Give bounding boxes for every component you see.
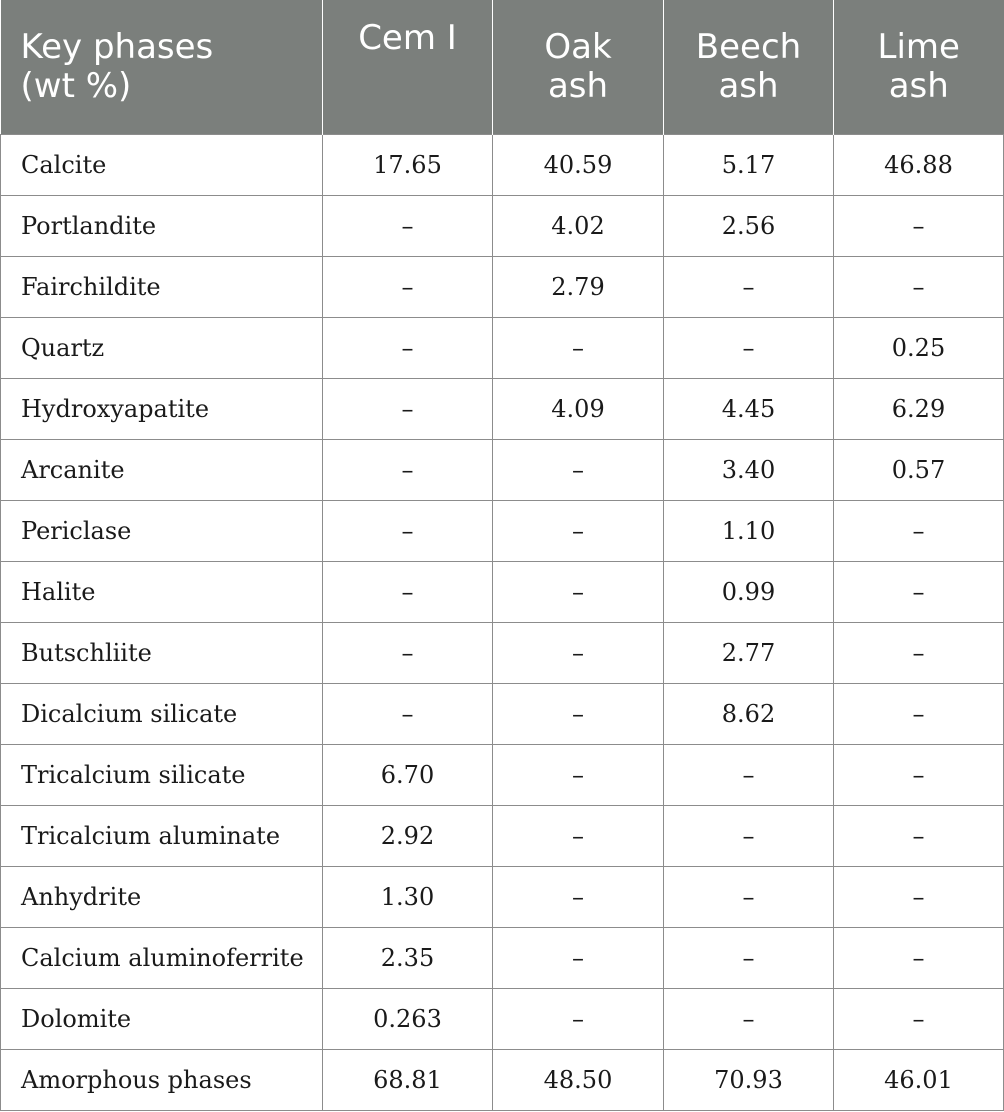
cell-cem-i: 68.81 (323, 1050, 493, 1111)
cell-lime-ash: 46.01 (834, 1050, 1004, 1111)
header-key-phases (1, 0, 323, 135)
header-cem-i (323, 0, 493, 135)
row-label: Fairchildite (1, 257, 323, 318)
header-key-phases-line-1: Key phases (20, 27, 214, 67)
header-lime-ash-line-2: ash (888, 66, 949, 106)
cell-cem-i: – (323, 562, 493, 623)
cell-oak-ash: – (493, 745, 664, 806)
cell-lime-ash: 0.25 (834, 318, 1004, 379)
cell-cem-i: 6.70 (323, 745, 493, 806)
cell-beech-ash: 4.45 (664, 379, 834, 440)
table-row (1, 318, 1004, 379)
cell-beech-ash: – (664, 257, 834, 318)
cell-cem-i: – (323, 379, 493, 440)
header-beech-ash-line-2: ash (718, 66, 779, 106)
header-lime-ash-line-1: Lime (877, 27, 960, 67)
row-label: Tricalcium aluminate (1, 806, 323, 867)
header-beech-ash-line-1: Beech (695, 27, 802, 67)
cell-beech-ash: 3.40 (664, 440, 834, 501)
table-row (1, 745, 1004, 806)
cell-cem-i: – (323, 257, 493, 318)
cell-lime-ash: – (834, 867, 1004, 928)
cell-oak-ash: – (493, 318, 664, 379)
row-label: Anhydrite (1, 867, 323, 928)
header-oak-ash-line-2: ash (547, 66, 609, 106)
cell-beech-ash: – (664, 318, 834, 379)
cell-lime-ash: – (834, 623, 1004, 684)
cell-beech-ash: 2.56 (664, 196, 834, 257)
cell-lime-ash: – (834, 989, 1004, 1050)
row-label: Portlandite (1, 196, 323, 257)
cell-lime-ash: – (834, 257, 1004, 318)
header-row (1, 0, 1004, 135)
cell-cem-i: – (323, 318, 493, 379)
cell-oak-ash: 2.79 (493, 257, 664, 318)
row-label: Dicalcium silicate (1, 684, 323, 745)
row-label: Quartz (1, 318, 323, 379)
cell-beech-ash: – (664, 989, 834, 1050)
cell-oak-ash: 4.02 (493, 196, 664, 257)
cell-cem-i: – (323, 196, 493, 257)
table-row (1, 867, 1004, 928)
cell-cem-i: 2.35 (323, 928, 493, 989)
row-label: Calcium aluminoferrite (1, 928, 323, 989)
row-label: Butschliite (1, 623, 323, 684)
row-label: Periclase (1, 501, 323, 562)
cell-beech-ash: 8.62 (664, 684, 834, 745)
cell-beech-ash: – (664, 806, 834, 867)
header-lime-ash (834, 0, 1004, 135)
cell-cem-i: 0.263 (323, 989, 493, 1050)
cell-lime-ash: – (834, 501, 1004, 562)
cell-cem-i: 2.92 (323, 806, 493, 867)
table-row (1, 684, 1004, 745)
cell-beech-ash: 5.17 (664, 135, 834, 196)
cell-lime-ash: – (834, 745, 1004, 806)
table-row (1, 623, 1004, 684)
cell-oak-ash: – (493, 562, 664, 623)
cell-beech-ash: – (664, 928, 834, 989)
row-label: Tricalcium silicate (1, 745, 323, 806)
cell-oak-ash: – (493, 501, 664, 562)
table-row (1, 440, 1004, 501)
cell-lime-ash: 6.29 (834, 379, 1004, 440)
table-row (1, 135, 1004, 196)
table-row (1, 806, 1004, 867)
row-label: Dolomite (1, 989, 323, 1050)
cell-cem-i: – (323, 501, 493, 562)
cell-oak-ash: – (493, 623, 664, 684)
row-label: Arcanite (1, 440, 323, 501)
row-label: Hydroxyapatite (1, 379, 323, 440)
table-row (1, 928, 1004, 989)
cell-oak-ash: – (493, 440, 664, 501)
table-row (1, 196, 1004, 257)
cell-beech-ash: 70.93 (664, 1050, 834, 1111)
table-row (1, 989, 1004, 1050)
cell-oak-ash: – (493, 989, 664, 1050)
cell-lime-ash: 46.88 (834, 135, 1004, 196)
header-oak-ash-line-1: Oak (544, 27, 612, 67)
cell-beech-ash: 2.77 (664, 623, 834, 684)
table-row (1, 379, 1004, 440)
header-beech-ash (664, 0, 834, 135)
header-cem-i-line-1: Cem I (358, 18, 457, 58)
cell-oak-ash: – (493, 867, 664, 928)
cell-cem-i: – (323, 684, 493, 745)
table-row (1, 562, 1004, 623)
row-label: Calcite (1, 135, 323, 196)
cell-lime-ash: – (834, 928, 1004, 989)
cell-lime-ash: – (834, 806, 1004, 867)
row-label: Amorphous phases (1, 1050, 323, 1111)
cell-lime-ash: 0.57 (834, 440, 1004, 501)
cell-lime-ash: – (834, 562, 1004, 623)
cell-oak-ash: 4.09 (493, 379, 664, 440)
header-key-phases-line-2: (wt %) (20, 66, 132, 106)
header-oak-ash (493, 0, 664, 135)
cell-oak-ash: – (493, 684, 664, 745)
cell-beech-ash: 1.10 (664, 501, 834, 562)
table-row (1, 501, 1004, 562)
cell-cem-i: – (323, 623, 493, 684)
table-row (1, 257, 1004, 318)
cell-beech-ash: – (664, 745, 834, 806)
cell-cem-i: 17.65 (323, 135, 493, 196)
cell-beech-ash: – (664, 867, 834, 928)
cell-cem-i: 1.30 (323, 867, 493, 928)
cell-oak-ash: 48.50 (493, 1050, 664, 1111)
cell-oak-ash: – (493, 928, 664, 989)
cell-lime-ash: – (834, 196, 1004, 257)
cell-cem-i: – (323, 440, 493, 501)
table-row (1, 1050, 1004, 1111)
cell-lime-ash: – (834, 684, 1004, 745)
cell-oak-ash: – (493, 806, 664, 867)
cell-beech-ash: 0.99 (664, 562, 834, 623)
cell-oak-ash: 40.59 (493, 135, 664, 196)
row-label: Halite (1, 562, 323, 623)
